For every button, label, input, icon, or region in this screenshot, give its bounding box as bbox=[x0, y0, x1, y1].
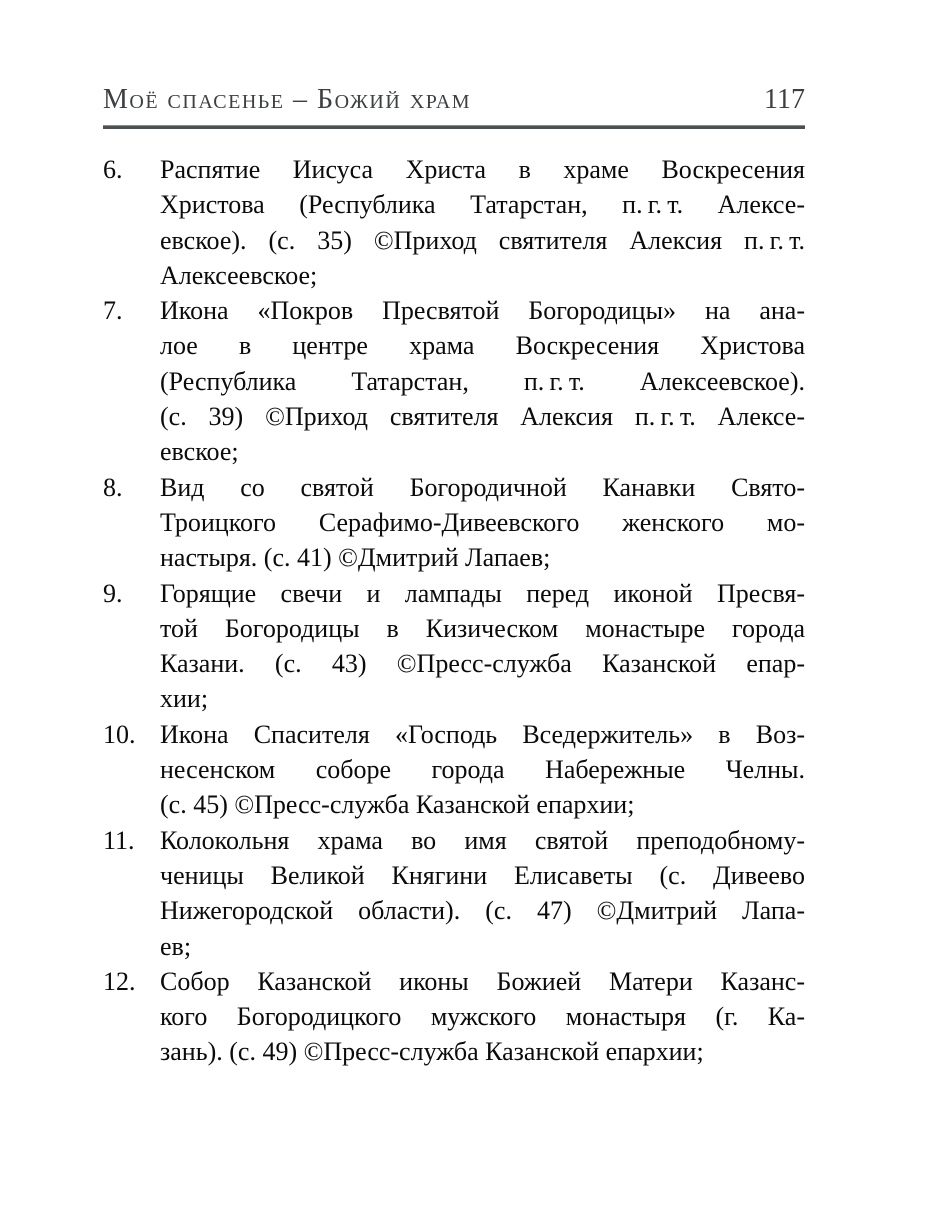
text-line: кого Богородицкого мужского монастыря (г. Ка- bbox=[160, 1002, 805, 1032]
list-item bbox=[103, 152, 805, 293]
text-line: Казани. (с. 43) ©Пресс-служба Казанской епар- bbox=[160, 649, 805, 679]
running-title: Моё спасенье – Божий храм bbox=[103, 84, 472, 115]
list-item bbox=[103, 576, 805, 717]
text-line: евское; bbox=[160, 437, 239, 467]
list-item bbox=[103, 823, 805, 964]
text-line: Горящие свечи и лампады перед иконой Пресвя- bbox=[160, 578, 805, 608]
text-line: (с. 45) ©Пресс-служба Казанской епархии; bbox=[160, 790, 635, 820]
item-number: 7. bbox=[103, 296, 123, 326]
list-item bbox=[103, 717, 805, 823]
text-line: зань). (с. 49) ©Пресс-служба Казанской епархии; bbox=[160, 1037, 704, 1067]
item-text bbox=[160, 964, 805, 1070]
text-line: Христова (Республика Татарстан, п. г. т. Алексе- bbox=[160, 190, 805, 220]
text-line: Троицкого Серафимо-Дивеевского женского мо- bbox=[160, 507, 805, 537]
text-line: Колокольня храма во имя святой преподобному- bbox=[160, 825, 805, 855]
page-header bbox=[103, 84, 805, 116]
text-line: Икона «Покров Пресвятой Богородицы» на ана- bbox=[160, 296, 805, 326]
item-number: 9. bbox=[103, 578, 123, 608]
text-line: той Богородицы в Кизическом монастыре города bbox=[160, 613, 805, 643]
item-text bbox=[160, 717, 805, 823]
text-line: настыря. (с. 41) ©Дмитрий Лапаев; bbox=[160, 543, 551, 573]
item-number: 6. bbox=[103, 155, 123, 184]
text-line: (Республика Татарстан, п. г. т. Алексеевское). bbox=[160, 366, 805, 396]
item-text bbox=[160, 293, 805, 469]
item-text bbox=[160, 823, 805, 964]
text-line: хии; bbox=[160, 684, 209, 714]
text-line: несенском соборе города Набережные Челны. bbox=[160, 755, 805, 785]
item-text bbox=[160, 576, 805, 717]
text-line: Алексеевское; bbox=[160, 260, 318, 290]
text-line: ченицы Великой Княгини Елисаветы (с. Дивеево bbox=[160, 860, 805, 890]
text-line: (с. 39) ©Приход святителя Алексия п. г. т. Алексе- bbox=[160, 402, 805, 432]
list-item bbox=[103, 964, 805, 1070]
photo-credits-list bbox=[103, 152, 805, 1070]
text-line: Вид со святой Богородичной Канавки Свято- bbox=[160, 472, 805, 502]
list-item bbox=[103, 293, 805, 469]
text-line: Икона Спасителя «Господь Вседержитель» в Воз- bbox=[160, 719, 805, 749]
item-text bbox=[160, 470, 805, 576]
item-number: 10. bbox=[103, 719, 136, 749]
text-line: лое в центре храма Воскресения Христова bbox=[160, 331, 805, 361]
header-rule bbox=[103, 125, 805, 129]
text-line: ев; bbox=[160, 931, 192, 961]
item-number: 11. bbox=[103, 825, 135, 855]
item-number: 8. bbox=[103, 472, 123, 502]
list-item bbox=[103, 470, 805, 576]
text-line: евское). (с. 35) ©Приход святителя Алексия п. г. т. bbox=[160, 225, 805, 255]
item-number: 12. bbox=[103, 966, 136, 996]
text-line: Распятие Иисуса Христа в храме Воскресения bbox=[160, 155, 805, 184]
text-line: Собор Казанской иконы Божией Матери Казанс- bbox=[160, 966, 805, 996]
item-text bbox=[160, 152, 805, 293]
page-number: 117 bbox=[764, 84, 805, 115]
text-line: Нижегородской области). (с. 47) ©Дмитрий Лапа- bbox=[160, 896, 805, 926]
